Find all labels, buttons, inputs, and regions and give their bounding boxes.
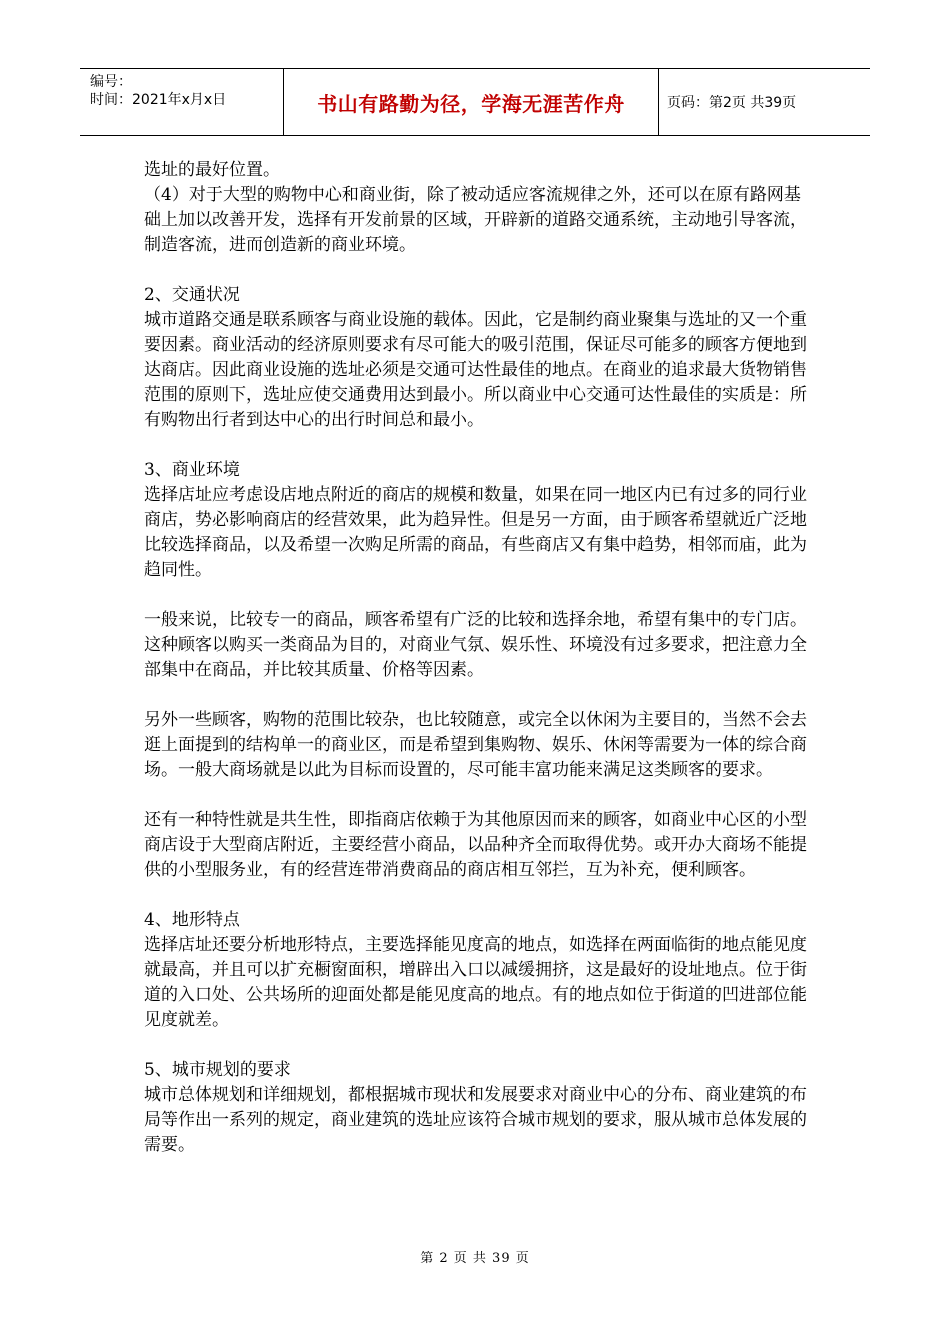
header-page-info: 页码：第2页 共39页 [667, 95, 797, 111]
paragraph-spacer [144, 583, 816, 608]
paragraph: 城市道路交通是联系顾客与商业设施的载体。因此，它是制约商业聚集与选址的又一个重要因素。商业活动的经济原则要求有尽可能大的吸引范围，保证尽可能多的顾客方便地到达商店。因此商业设施的选址必须是交通可达性最佳的地点。在商业的追求最大货物销售范围的原则下，选址应使交通费用达到最小。所以商业中心交通可达性最佳的实质是：所有购物出行者到达中心的出行时间总和最小。 [144, 310, 807, 430]
section-heading: 5、城市规划的要求 [144, 1060, 291, 1080]
page-footer: 第 2 页 共 39 页 [420, 1251, 530, 1266]
section-heading: 2、交通状况 [144, 285, 240, 305]
paragraph-spacer [144, 683, 816, 708]
paragraph-spacer [144, 883, 816, 908]
header-page-info-cell [659, 69, 870, 135]
section-heading: 3、商业环境 [144, 460, 240, 480]
paragraph: 一般来说，比较专一的商品，顾客希望有广泛的比较和选择余地，希望有集中的专门店。这种顾客以购买一类商品为目的，对商业气氛、娱乐性、环境没有过多要求，把注意力全部集中在商品，并比较其质量、价格等因素。 [144, 610, 807, 680]
paragraph: 城市总体规划和详细规划，都根据城市现状和发展要求对商业中心的分布、商业建筑的布局等作出一系列的规定，商业建筑的选址应该符合城市规划的要求，服从城市总体发展的需要。 [144, 1085, 807, 1155]
paragraph: 选择店址还要分析地形特点，主要选择能见度高的地点，如选择在两面临街的地点能见度就最高，并且可以扩充橱窗面积，增辟出入口以减缓拥挤，这是最好的设址地点。位于街道的入口处、公共场所的迎面处都是能见度高的地点。有的地点如位于街道的凹进部位能见度就差。 [144, 935, 807, 1030]
header-motto-cell [284, 69, 659, 135]
paragraph-spacer [144, 1033, 816, 1058]
header-motto: 书山有路勤为径，学海无涯苦作舟 [317, 91, 625, 116]
paragraph: 选择店址应考虑设店地点附近的商店的规模和数量，如果在同一地区内已有过多的同行业商店，势必影响商店的经营效果，此为趋异性。但是另一方面，由于顾客希望就近广泛地比较选择商品，以及希望一次购足所需的商品，有些商店又有集中趋势，相邻而庙，此为趋同性。 [144, 485, 807, 580]
paragraph: 另外一些顾客，购物的范围比较杂，也比较随意，或完全以休闲为主要目的，当然不会去逛上面提到的结构单一的商业区，而是希望到集购物、娱乐、休闲等需要为一体的综合商场。一般大商场就是以此为目标而设置的，尽可能丰富功能来满足这类顾客的要求。 [144, 710, 807, 780]
paragraph: （4）对于大型的购物中心和商业街，除了被动适应客流规律之外，还可以在原有路网基础上加以改善开发，选择有开发前景的区域，开辟新的道路交通系统，主动地引导客流，制造客流，进而创造新的商业环境。 [144, 185, 807, 255]
paragraph: 还有一种特性就是共生性，即指商店依赖于为其他原因而来的顾客，如商业中心区的小型商店设于大型商店附近，主要经营小商品，以品种齐全而取得优势。或开办大商场不能提供的小型服务业，有的经营连带消费商品的商店相互邻拦，互为补充，便利顾客。 [144, 810, 807, 880]
paragraph: 选址的最好位置。 [144, 160, 280, 180]
section-heading: 4、地形特点 [144, 910, 240, 930]
paragraph-spacer [144, 783, 816, 808]
document-number-label: 编号： [90, 74, 132, 90]
header-meta [80, 69, 284, 135]
paragraph-spacer [144, 258, 816, 283]
document-date: 时间：2021年x月x日 [90, 92, 227, 108]
paragraph-spacer [144, 433, 816, 458]
page-header [80, 68, 870, 136]
document-body [144, 158, 816, 1158]
